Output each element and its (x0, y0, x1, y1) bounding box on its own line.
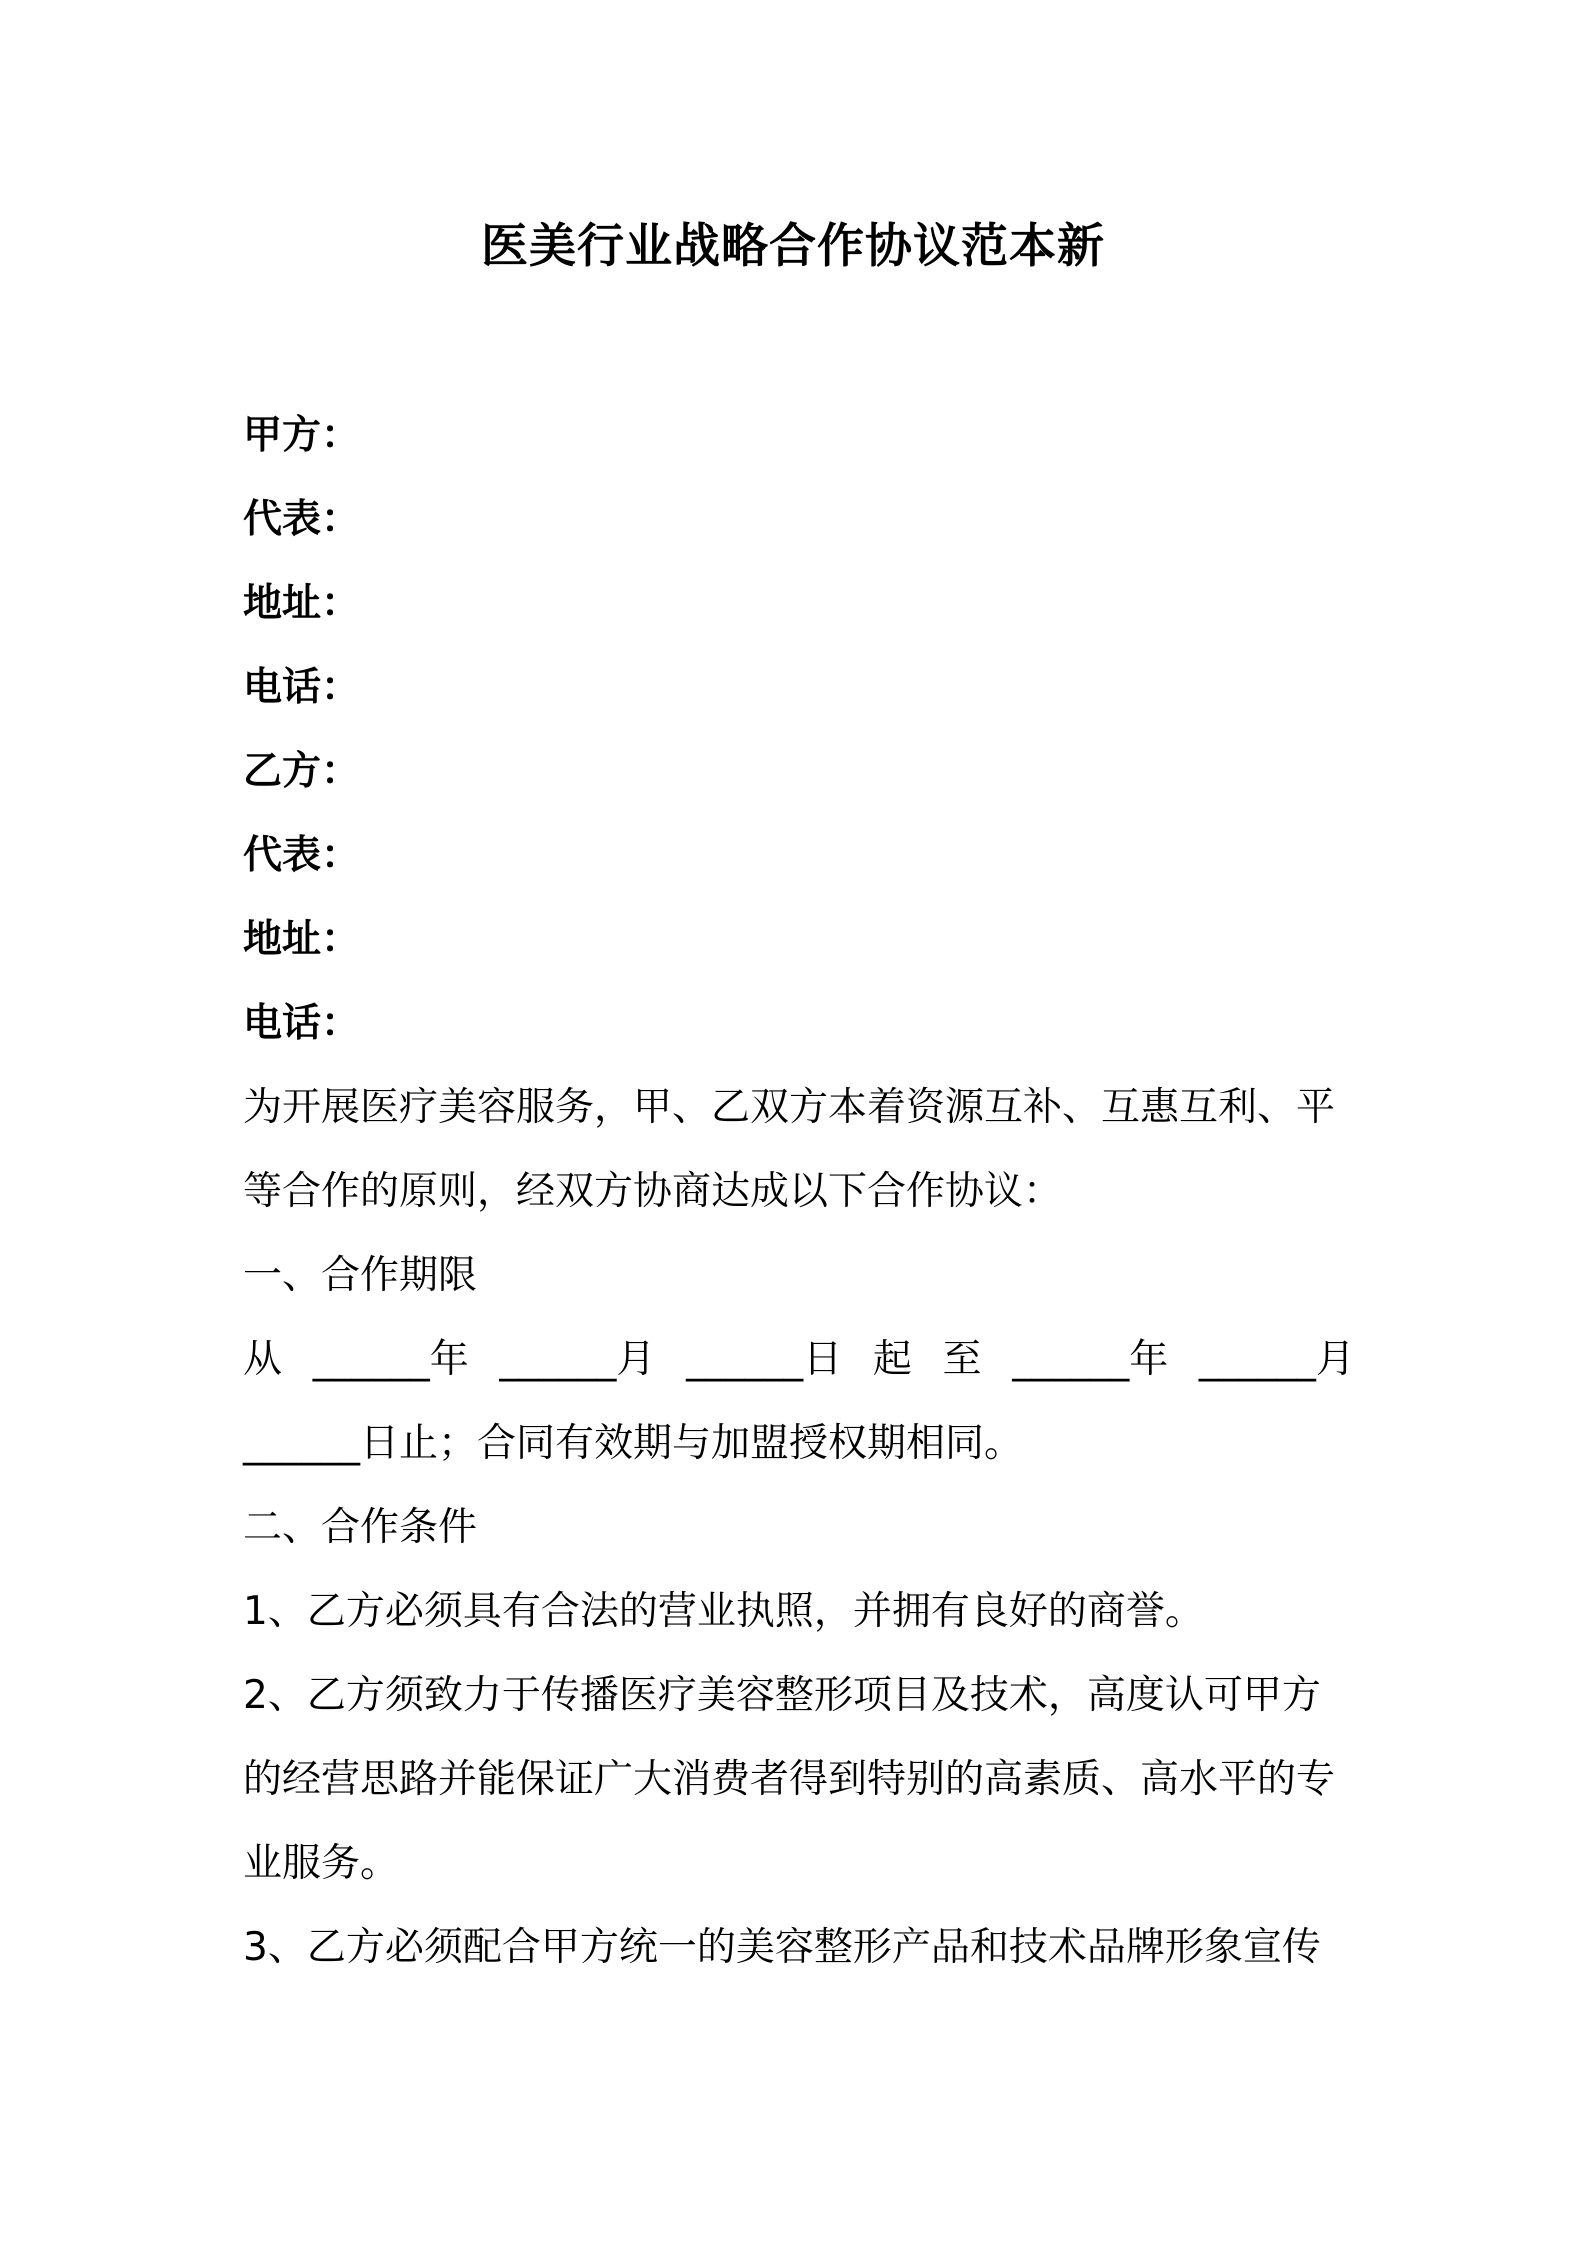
term-token-start-day: ______日 (686, 1337, 843, 1382)
section-2-item-2-text-2: 的经营思路并能保证广大消费者得到特别的高素质、高水平的专 (243, 1757, 1336, 1802)
section-1-heading: 一、合作期限 (243, 1253, 478, 1298)
preamble-line-2: 等合作的原则，经双方协商达成以下合作协议： (243, 1169, 1063, 1214)
party-a-label: 甲方： (243, 413, 361, 458)
term-line-2: ______日止；合同有效期与加盟授权期相同。 (243, 1421, 1024, 1466)
section-2-item-1: 1、乙方必须具有合法的营业执照，并拥有良好的商誉。 (243, 1589, 1204, 1634)
document-title: 医美行业战略合作协议范本新 (481, 219, 1105, 274)
preamble-line-1 (243, 1066, 1355, 1150)
section-2-heading: 二、合作条件 (243, 1505, 478, 1550)
section-2-item-2-line-3: 业服务。 (243, 1841, 400, 1886)
section-2-item-3-text-1: 3、乙方必须配合甲方统一的美容整形产品和技术品牌形象宣传 (243, 1925, 1321, 1970)
section-2-item-2-text-1: 2、乙方须致力于传播医疗美容整形项目及技术，高度认可甲方 (243, 1673, 1321, 1718)
term-token-start-month: ______月 (499, 1337, 656, 1382)
party-b-representative-label: 代表： (243, 833, 361, 878)
party-b-address-label: 地址： (243, 917, 361, 962)
section-2-item-3-line-1 (243, 1906, 1355, 1990)
term-token-end-year: ______年 (1012, 1337, 1169, 1382)
term-line-1 (243, 1318, 1355, 1402)
term-token-from: 从 (243, 1337, 283, 1382)
document-body (243, 394, 1355, 1990)
section-2-item-2-line-2 (243, 1738, 1355, 1822)
term-token-to: 至 (942, 1337, 982, 1382)
term-token-start-year: ______年 (312, 1337, 469, 1382)
section-2-item-2-line-1 (243, 1654, 1355, 1738)
term-token-qi: 起 (872, 1337, 912, 1382)
party-a-phone-label: 电话： (243, 665, 361, 710)
party-a-address-label: 地址： (243, 581, 361, 626)
term-token-end-month: ______月 (1198, 1337, 1355, 1382)
party-b-label: 乙方： (243, 749, 361, 794)
party-b-phone-label: 电话： (243, 1001, 361, 1046)
preamble-text-1: 为开展医疗美容服务，甲、乙双方本着资源互补、互惠互利、平 (243, 1085, 1336, 1130)
party-a-representative-label: 代表： (243, 497, 361, 542)
